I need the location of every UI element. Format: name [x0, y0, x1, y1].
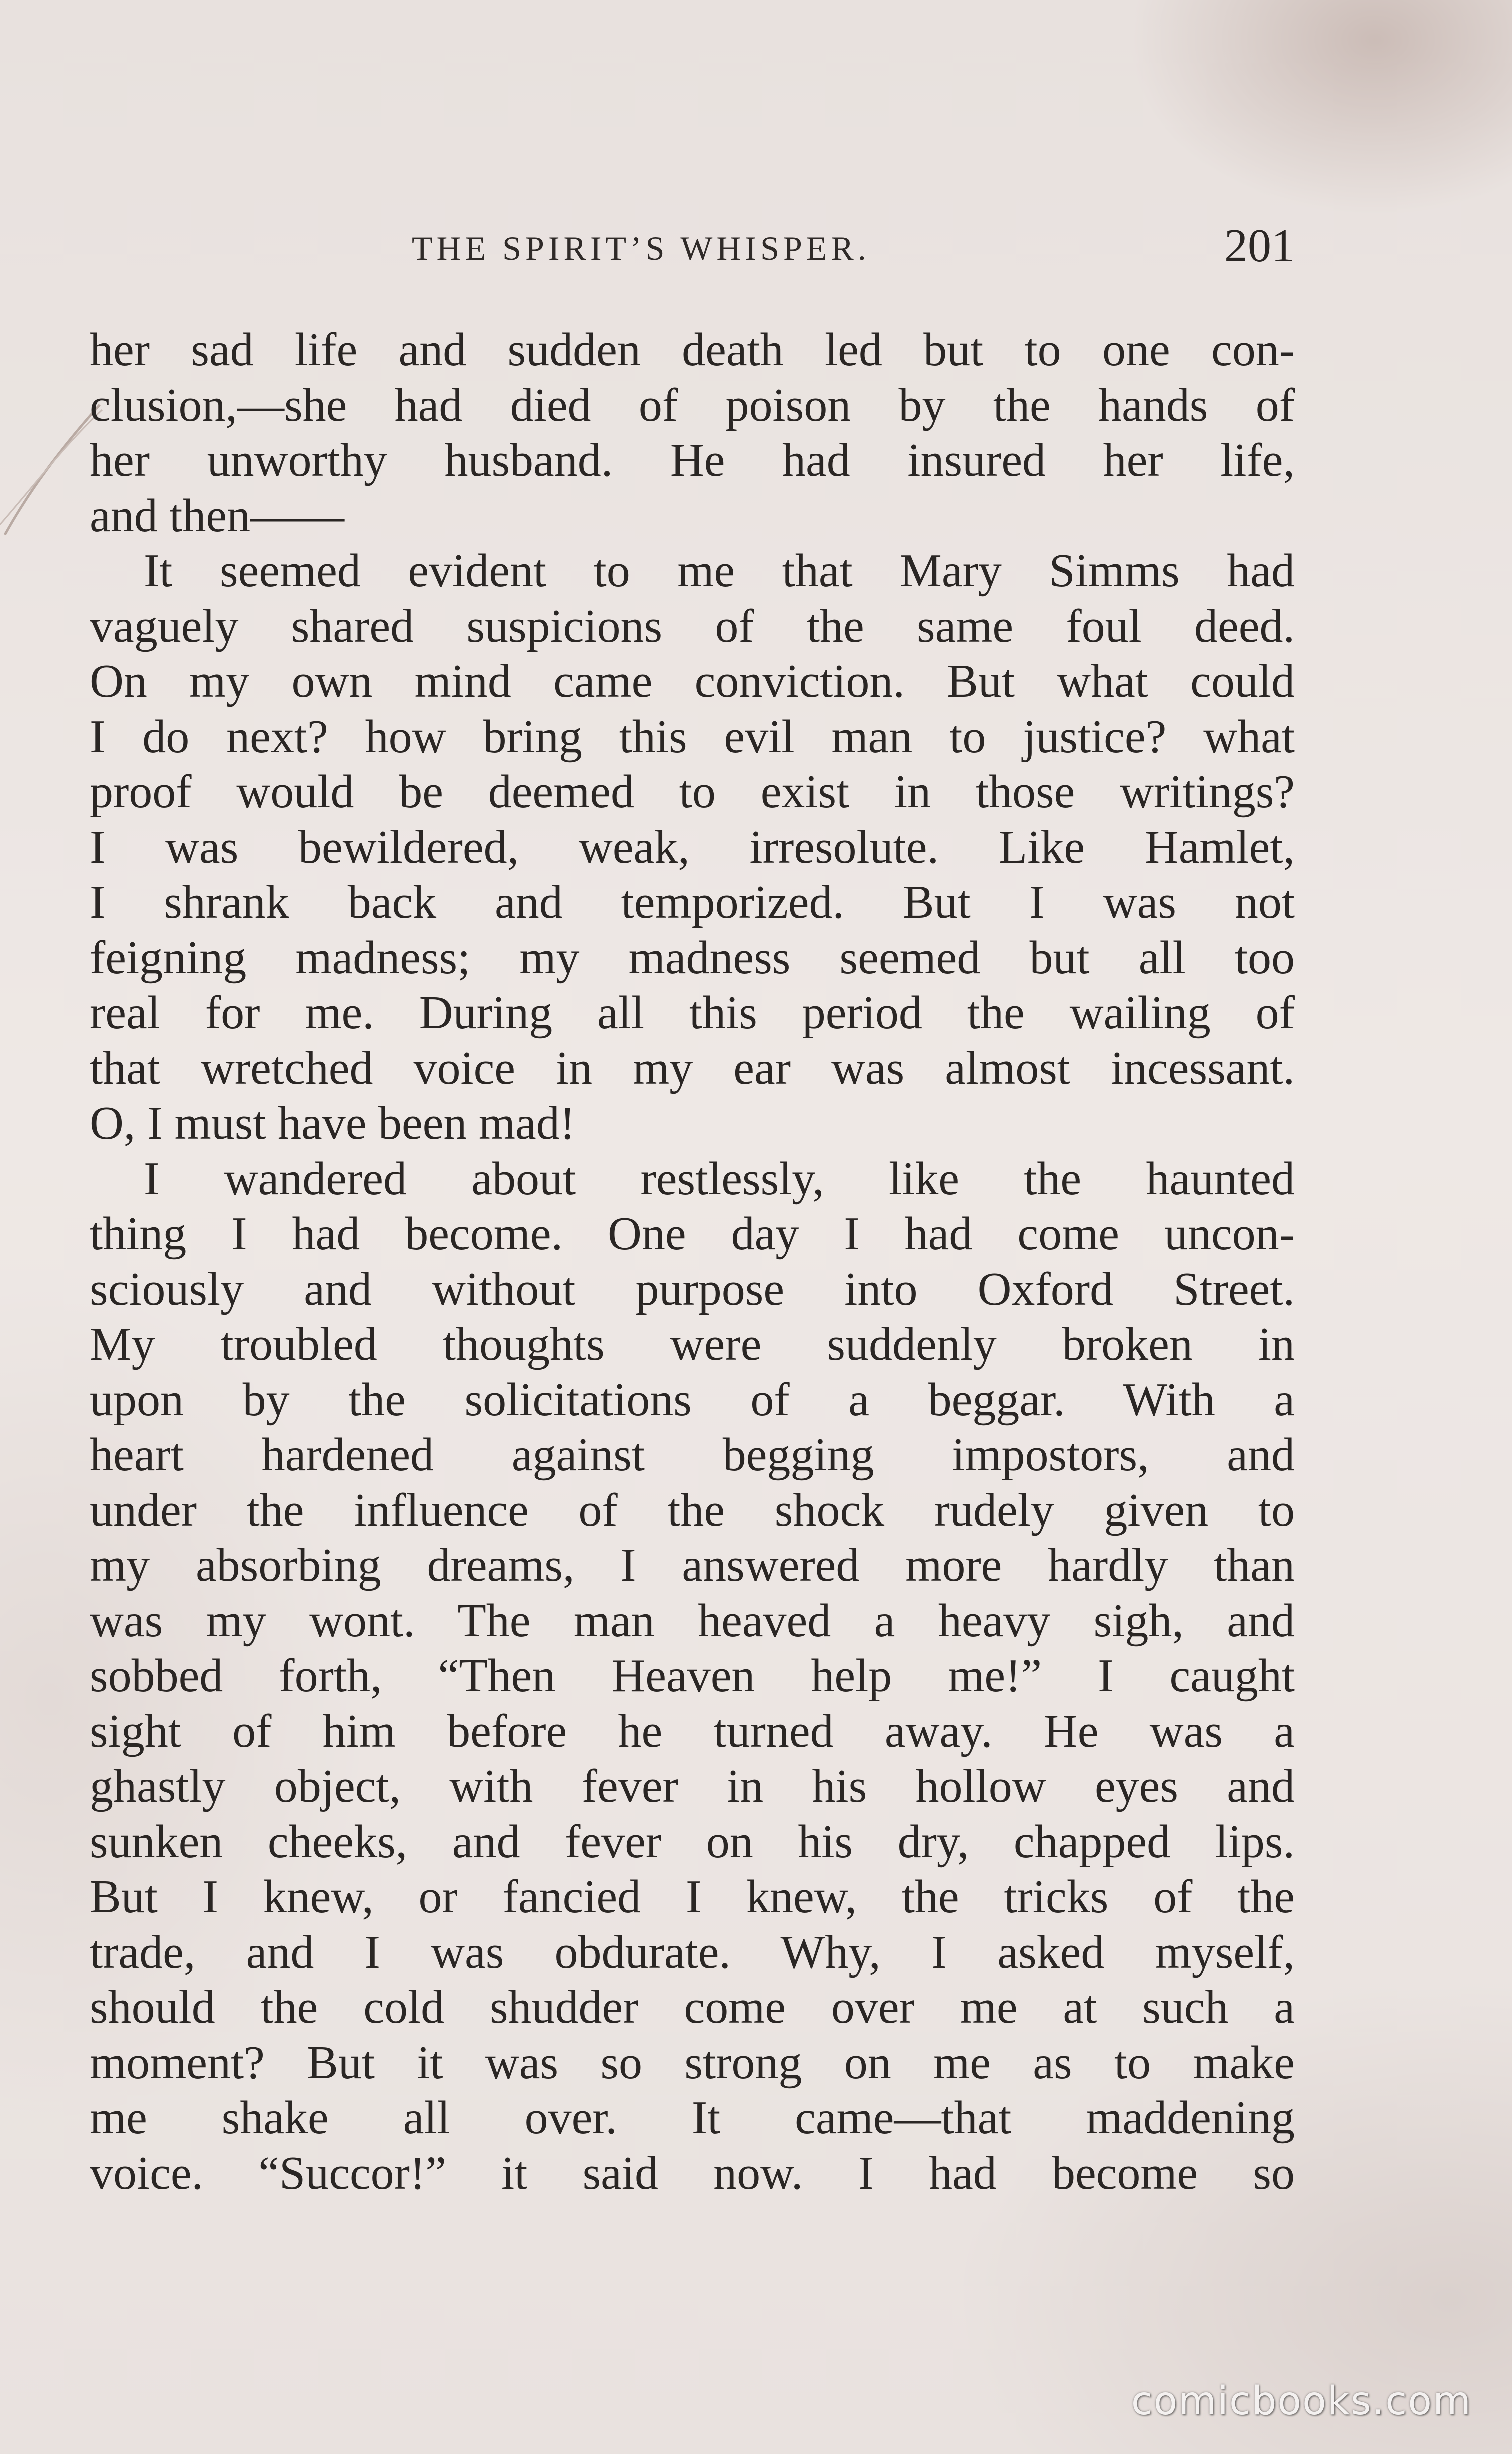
- body-text: [90, 322, 1295, 2201]
- text-line: I was bewildered, weak, irresolute. Like Hamlet,: [90, 821, 1295, 874]
- text-line: My troubled thoughts were suddenly broken in: [90, 1318, 1295, 1370]
- text-line: sciously and without purpose into Oxford Street.: [90, 1263, 1295, 1316]
- text-line: feigning madness; my madness seemed but all too: [90, 932, 1295, 984]
- text-line: upon by the solicitations of a beggar. With a: [90, 1374, 1295, 1426]
- paragraph-first-line: I wandered about restlessly, like the haunted: [144, 1152, 1295, 1205]
- text-line: my absorbing dreams, I answered more hardly than: [90, 1540, 1295, 1592]
- running-title: THE SPIRIT’S WHISPER.: [412, 230, 870, 268]
- text-line: thing I had become. One day I had come uncon-: [90, 1208, 1295, 1260]
- text-line: was my wont. The man heaved a heavy sigh, and: [90, 1594, 1295, 1647]
- text-line: and then——: [90, 490, 345, 542]
- text-line: me shake all over. It came—that maddening: [90, 2092, 1295, 2144]
- text-line: I do next? how bring this evil man to justice? what: [90, 710, 1295, 763]
- text-line: trade, and I was obdurate. Why, I asked myself,: [90, 1926, 1295, 1978]
- text-line: But I knew, or fancied I knew, the tricks of the: [90, 1871, 1295, 1923]
- text-line: real for me. During all this period the wailing of: [90, 987, 1295, 1039]
- watermark: comicbooks.com: [1131, 2379, 1472, 2424]
- text-line: moment? But it was so strong on me as to make: [90, 2036, 1295, 2089]
- text-line: under the influence of the shock rudely given to: [90, 1484, 1295, 1536]
- text-line: that wretched voice in my ear was almost incessant.: [90, 1042, 1295, 1094]
- text-line: sunken cheeks, and fever on his dry, chapped lips.: [90, 1816, 1295, 1868]
- running-header: [90, 219, 1295, 274]
- text-line: should the cold shudder come over me at such a: [90, 1982, 1295, 2034]
- text-line: sight of him before he turned away. He was a: [90, 1705, 1295, 1758]
- text-line: heart hardened against begging impostors, and: [90, 1429, 1295, 1481]
- text-line: vaguely shared suspicions of the same foul deed.: [90, 600, 1295, 652]
- text-line: O, I must have been mad!: [90, 1098, 576, 1150]
- text-line: voice. “Succor!” it said now. I had become so: [90, 2147, 1295, 2200]
- text-line: On my own mind came conviction. But what could: [90, 656, 1295, 708]
- text-line: I shrank back and temporized. But I was not: [90, 876, 1295, 928]
- text-line: her unworthy husband. He had insured her life,: [90, 434, 1295, 486]
- page-number: 201: [1224, 220, 1295, 272]
- text-line: proof would be deemed to exist in those writings?: [90, 766, 1295, 818]
- text-line: her sad life and sudden death led but to one con-: [90, 324, 1295, 376]
- text-line: sobbed forth, “Then Heaven help me!” I caught: [90, 1650, 1295, 1702]
- text-line: ghastly object, with fever in his hollow eyes and: [90, 1760, 1295, 1812]
- paragraph-first-line: It seemed evident to me that Mary Simms had: [144, 545, 1295, 597]
- text-line: clusion,—she had died of poison by the hands of: [90, 379, 1295, 432]
